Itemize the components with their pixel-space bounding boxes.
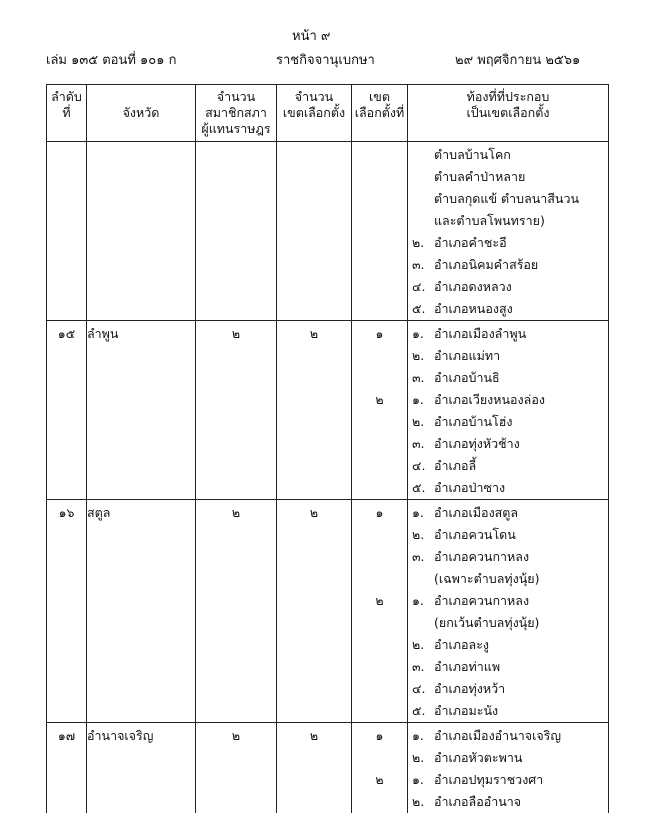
zone-cell (352, 723, 408, 814)
area-index: ๑. (412, 505, 424, 520)
table-row (47, 321, 609, 500)
areas-cell (408, 723, 609, 814)
table-row (47, 142, 609, 321)
area-line (408, 546, 608, 568)
area-index: ๔. (412, 681, 426, 696)
area-name: อำเภอหนองสูง (434, 301, 513, 316)
area-name: อำเภอดงหลวง (434, 279, 512, 294)
area-name: อำเภอบ้านโฮ่ง (434, 414, 513, 429)
area-index: ๓. (412, 659, 425, 674)
area-name: อำเภอป่าซาง (434, 480, 506, 495)
area-index: ๒. (412, 348, 425, 363)
zone-number (352, 747, 407, 769)
seq-cell: ๑๖ (47, 500, 87, 723)
gazette-name: ราชกิจจานุเบกษา (276, 53, 375, 68)
area-index: ๒. (412, 235, 425, 250)
zone-cell (352, 142, 408, 321)
zone-number (352, 144, 407, 166)
zone-number (352, 210, 407, 232)
zone-number (352, 791, 407, 813)
area-name: และตำบลโพนทราย) (434, 213, 545, 228)
zone-number (352, 700, 407, 722)
area-line (408, 254, 608, 276)
area-line (408, 612, 608, 634)
area-index: ๔. (412, 279, 426, 294)
col-header-members: จำนวน สมาชิกสภา ผู้แทนราษฎร (196, 85, 277, 142)
page-number: หน้า ๙ (292, 29, 331, 44)
areas-cell (408, 142, 609, 321)
districts-cell: ๒ (277, 723, 352, 814)
table-header-row (47, 85, 609, 142)
area-name: อำเภอเมืองสตูล (434, 505, 519, 520)
zone-number (352, 433, 407, 455)
area-index: ๔. (412, 458, 426, 473)
area-line (408, 725, 608, 747)
col-header-province: จังหวัด (87, 85, 196, 142)
area-index (408, 210, 434, 232)
table-row (47, 500, 609, 723)
area-line (408, 345, 608, 367)
seq-cell: ๑๗ (47, 723, 87, 814)
area-index (408, 568, 434, 590)
area-name: อำเภอควนโดน (434, 527, 516, 542)
zone-number: ๑ (375, 505, 384, 520)
area-line (408, 298, 608, 320)
province-cell: ลำพูน (87, 321, 196, 500)
area-index: ๓. (412, 436, 425, 451)
area-name: อำเภอควนกาหลง (434, 549, 530, 564)
area-index (408, 188, 434, 210)
area-index: ๒. (412, 794, 425, 809)
area-line (408, 747, 608, 769)
area-name: อำเภอเมืองลำพูน (434, 326, 527, 341)
area-line (408, 656, 608, 678)
area-line (408, 590, 608, 612)
area-line (408, 477, 608, 499)
area-name: อำเภอทุ่งหว้า (434, 681, 506, 696)
area-index: ๑. (412, 392, 424, 407)
area-line (408, 367, 608, 389)
area-line (408, 678, 608, 700)
area-line (408, 232, 608, 254)
zone-number: ๑ (375, 326, 384, 341)
col-header-zone: เขต เลือกตั้งที่ (352, 85, 408, 142)
area-name: อำเภอหัวตะพาน (434, 750, 523, 765)
area-name: อำเภอลืออำนาจ (434, 794, 522, 809)
area-index: ๑. (412, 326, 424, 341)
area-line (408, 433, 608, 455)
area-line (408, 276, 608, 298)
zone-number (352, 166, 407, 188)
zone-number (352, 634, 407, 656)
area-index (408, 612, 434, 634)
areas-cell (408, 321, 609, 500)
members-cell: ๒ (196, 723, 277, 814)
areas-cell (408, 500, 609, 723)
area-index: ๑. (412, 593, 424, 608)
area-line (408, 791, 608, 813)
area-index: ๓. (412, 370, 425, 385)
area-index: ๕. (412, 301, 426, 316)
area-name: อำเภอท่าแพ (434, 659, 501, 674)
area-name: อำเภอแม่ทา (434, 348, 501, 363)
zone-number (352, 524, 407, 546)
area-name: อำเภอเวียงหนองล่อง (434, 392, 545, 407)
districts-cell: ๒ (277, 500, 352, 723)
area-index: ๒. (412, 637, 425, 652)
area-index: ๒. (412, 414, 425, 429)
area-name: ตำบลคำป่าหลาย (434, 169, 526, 184)
members-cell (196, 142, 277, 321)
area-line (408, 568, 608, 590)
area-line (408, 524, 608, 546)
members-cell: ๒ (196, 321, 277, 500)
area-line (408, 700, 608, 722)
area-line (408, 634, 608, 656)
zone-number (352, 345, 407, 367)
zone-number (352, 298, 407, 320)
area-name: ตำบลบ้านโคก (434, 147, 511, 162)
col-header-areas: ท้องที่ที่ประกอบ เป็นเขตเลือกตั้ง (408, 85, 609, 142)
zone-number (352, 568, 407, 590)
zone-number (352, 477, 407, 499)
zone-number: ๒ (375, 593, 384, 608)
area-name: อำเภอบ้านธิ (434, 370, 500, 385)
area-index (408, 144, 434, 166)
area-index: ๓. (412, 257, 425, 272)
area-name: อำเภอปทุมราชวงศา (434, 772, 544, 787)
zone-number: ๒ (375, 392, 384, 407)
area-name: ตำบลกุดแข้ ตำบลนาสีนวน (434, 191, 580, 206)
zone-number (352, 367, 407, 389)
area-index (408, 166, 434, 188)
table-row (47, 723, 609, 814)
area-index: ๕. (412, 480, 426, 495)
zone-number (352, 188, 407, 210)
zone-cell (352, 321, 408, 500)
zone-number (352, 546, 407, 568)
area-line (408, 455, 608, 477)
area-name: อำเภอเมืองอำนาจเจริญ (434, 728, 562, 743)
area-index: ๑. (412, 728, 424, 743)
area-name: อำเภอลี้ (434, 458, 477, 473)
zone-number (352, 656, 407, 678)
zone-number (352, 612, 407, 634)
zone-number (352, 254, 407, 276)
province-cell (87, 142, 196, 321)
area-name: (ยกเว้นตำบลทุ่งนุ้ย) (434, 615, 540, 630)
area-index: ๕. (412, 703, 426, 718)
area-line (408, 188, 608, 210)
publication-date: ๒๙ พฤศจิกายน ๒๕๖๑ (455, 53, 581, 68)
province-cell: สตูล (87, 500, 196, 723)
area-line (408, 411, 608, 433)
area-line (408, 502, 608, 524)
area-name: อำเภอมะนัง (434, 703, 499, 718)
area-line (408, 323, 608, 345)
members-cell: ๒ (196, 500, 277, 723)
area-name: อำเภอควนกาหลง (434, 593, 530, 608)
area-name: อำเภอทุ่งหัวช้าง (434, 436, 520, 451)
zone-number: ๑ (375, 728, 384, 743)
area-name: อำเภอละงู (434, 637, 490, 652)
zone-cell (352, 500, 408, 723)
col-header-districts: จำนวน เขตเลือกตั้ง (277, 85, 352, 142)
area-index: ๒. (412, 527, 425, 542)
zone-number (352, 455, 407, 477)
area-line (408, 389, 608, 411)
zone-number (352, 678, 407, 700)
constituency-table (46, 84, 609, 813)
zone-number (352, 232, 407, 254)
area-name: อำเภอคำชะอี (434, 235, 507, 250)
area-line (408, 769, 608, 791)
area-name: อำเภอนิคมคำสร้อย (434, 257, 539, 272)
area-line (408, 144, 608, 166)
volume-issue: เล่ม ๑๓๕ ตอนที่ ๑๐๑ ก (46, 53, 177, 68)
seq-cell: ๑๕ (47, 321, 87, 500)
area-name: (เฉพาะตำบลทุ่งนุ้ย) (434, 571, 540, 586)
province-cell: อำนาจเจริญ (87, 723, 196, 814)
area-line (408, 166, 608, 188)
area-index: ๒. (412, 750, 425, 765)
area-index: ๓. (412, 549, 425, 564)
area-line (408, 210, 608, 232)
zone-number (352, 276, 407, 298)
zone-number: ๒ (375, 772, 384, 787)
seq-cell (47, 142, 87, 321)
districts-cell: ๒ (277, 321, 352, 500)
col-header-seq: ลำดับ ที่ (47, 85, 87, 142)
area-index: ๑. (412, 772, 424, 787)
districts-cell (277, 142, 352, 321)
zone-number (352, 411, 407, 433)
